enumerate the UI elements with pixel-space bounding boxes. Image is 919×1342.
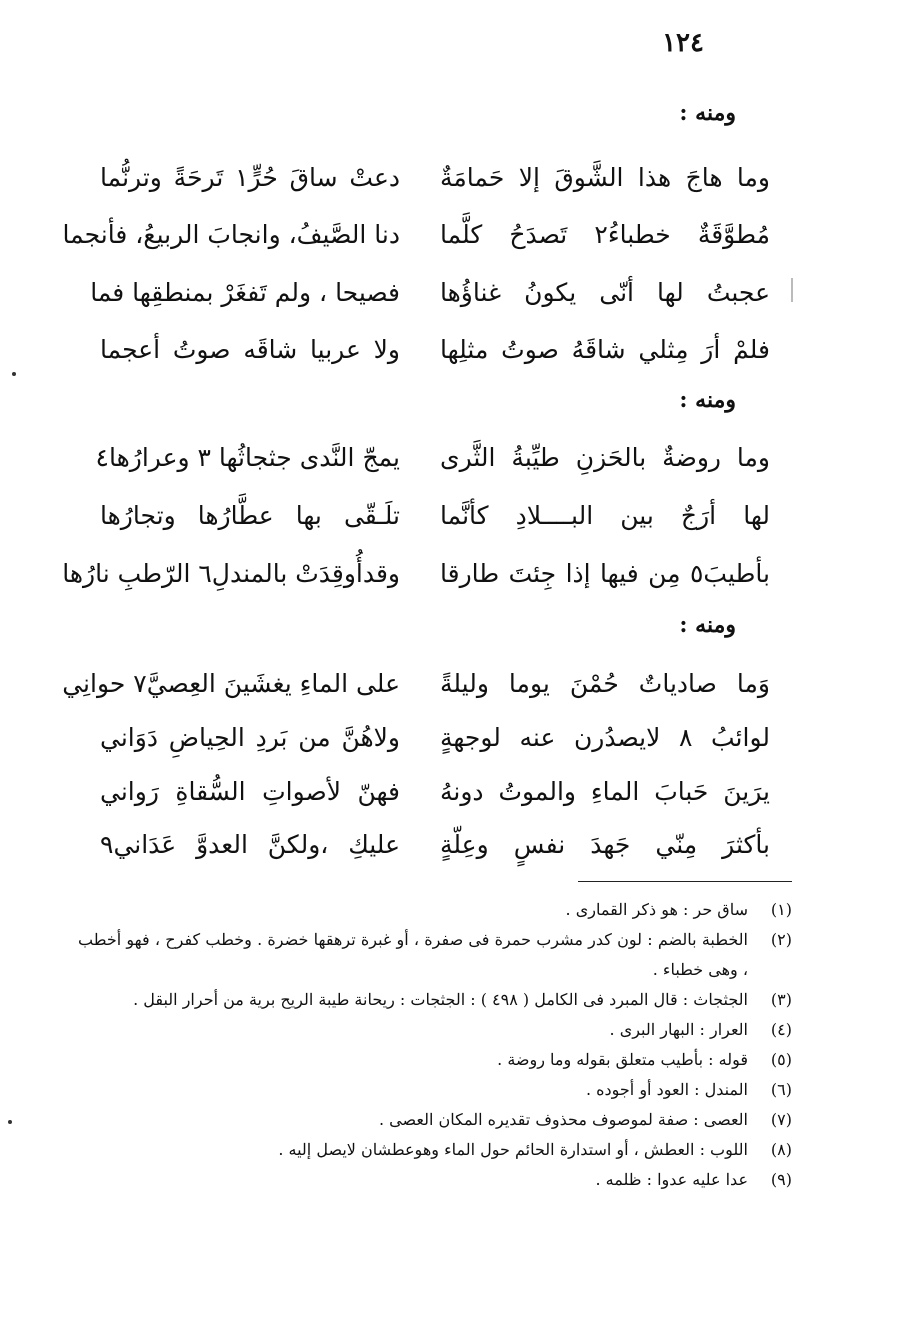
first-hemistich: وَما صادياتٌ حُمْنَ يوما وليلةً xyxy=(440,669,770,698)
second-hemistich: فصيحا ، ولم تَفغَرْ بمنطقِها فما xyxy=(90,278,400,307)
first-hemistich: وما هاجَ هذا الشَّوقَ إلا حَمامَةٌ xyxy=(440,163,770,192)
footnote-separator xyxy=(578,881,792,882)
first-hemistich: بأطيبَ٥ مِن فيها إذا جِئتَ طارقا xyxy=(440,559,770,588)
second-hemistich: ولا عربيا شاقَه صوتُ أعجما xyxy=(100,335,400,364)
first-hemistich: بأكثرَ مِنّي جَهدَ نفسٍ وعِلّةٍ xyxy=(440,830,770,859)
footnote-text: الجثجاث : قال المبرد فى الكامل ( ٤٩٨ ) : الجثجات : ريحانة طيبة الريح برية من أحرار البقل . xyxy=(133,990,748,1009)
verse-line xyxy=(62,664,770,704)
verse-line xyxy=(62,215,770,255)
first-hemistich: مُطوَّقَةٌ خطباءُ٢ تَصدَحُ كلَّما xyxy=(440,220,770,249)
footnote xyxy=(78,1105,792,1135)
second-hemistich: دعتْ ساقَ حُرٍّ١ تَرحَةً وترنُّما xyxy=(100,163,400,192)
footnote-number: (٥) xyxy=(770,1050,792,1069)
footnote xyxy=(78,1075,792,1105)
first-hemistich: فلمْ أرَ مِثلي شاقَهُ صوتُ مثلِها xyxy=(440,335,770,364)
footnote-number: (٤) xyxy=(770,1020,792,1039)
footnote-number: (٩) xyxy=(770,1170,792,1189)
second-hemistich: ولاهُنَّ من بَردِ الحِياضِ دَوَاني xyxy=(100,723,400,752)
verse-line xyxy=(100,772,770,812)
verse-line xyxy=(100,330,770,370)
footnote-number: (٢) xyxy=(770,930,792,949)
second-hemistich: تلَـقّى بها عطَّارُها وتجارُها xyxy=(100,501,400,530)
page-number: ١٢٤ xyxy=(662,28,704,58)
verse-line xyxy=(90,273,770,313)
second-hemistich: وقدأُوقِدَتْ بالمندلِ٦ الرّطبِ نارُها xyxy=(62,559,400,588)
verse-line xyxy=(100,158,770,198)
first-hemistich: عجبتُ لها أنّى يكونُ غناؤُها xyxy=(440,278,770,307)
footnotes xyxy=(78,895,792,1195)
scan-speck xyxy=(12,372,16,376)
verse-line xyxy=(100,825,770,865)
verse-line xyxy=(100,718,770,758)
scan-speck xyxy=(8,1120,12,1124)
footnote-number: (٧) xyxy=(770,1110,792,1129)
footnote-text: عدا عليه عدوا : ظلمه . xyxy=(595,1170,748,1189)
second-hemistich: فهنّ لأصواتِ السُّقاةِ رَواني xyxy=(100,777,400,806)
footnote xyxy=(78,1165,792,1195)
verse-line xyxy=(62,554,770,594)
footnote-number: (١) xyxy=(770,900,792,919)
footnote-text: قوله : بأطيب متعلق بقوله وما روضة . xyxy=(497,1050,748,1069)
footnote xyxy=(78,1045,792,1075)
footnote xyxy=(78,985,792,1015)
first-hemistich: يرَينَ حَبابَ الماءِ والموتُ دونهُ xyxy=(440,777,770,806)
footnote xyxy=(78,1135,792,1165)
section-label: ومنه : xyxy=(679,387,736,413)
second-hemistich: يمجّ النَّدى جثجاثُها ٣ وعرارُها٤ xyxy=(95,443,400,472)
footnote-text: المندل : العود أو أجوده . xyxy=(585,1080,748,1099)
footnote-text: الخطبة بالضم : لون كدر مشرب حمرة فى صفرة ، أو غبرة ترهقها خضرة . وخطب كفرح ، فهو أخطب ، وهى خطباء . xyxy=(78,930,748,979)
footnote-number: (٦) xyxy=(770,1080,792,1099)
footnote xyxy=(78,895,792,925)
first-hemistich: وما روضةٌ بالحَزنِ طيِّبةُ الثَّرى xyxy=(440,443,770,472)
footnote-text: ساق حر : هو ذكر القمارى . xyxy=(565,900,748,919)
second-hemistich: دنا الصَّيفُ، وانجابَ الربيعُ، فأنجما xyxy=(62,220,400,249)
footnote-number: (٣) xyxy=(770,990,792,1009)
section-label: ومنه : xyxy=(679,612,736,638)
footnote-text: العصى : صفة لموصوف محذوف تقديره المكان العصى . xyxy=(379,1110,748,1129)
first-hemistich: لوائبُ ٨ لايصدُرن عنه لوجهةٍ xyxy=(440,723,770,752)
verse-line xyxy=(100,496,770,536)
footnote xyxy=(78,1015,792,1045)
first-hemistich: لها أرَجٌ بين البــــلادِ كأنَّما xyxy=(440,501,770,530)
footnote-text: اللوب : العطش ، أو استدارة الحائم حول الماء وهوعطشان لايصل إليه . xyxy=(278,1140,748,1159)
footnote-number: (٨) xyxy=(770,1140,792,1159)
section-label: ومنه : xyxy=(679,100,736,126)
footnote-text: العرار : البهار البرى . xyxy=(609,1020,748,1039)
scan-mark xyxy=(791,278,793,302)
footnote xyxy=(78,925,792,985)
verse-line xyxy=(95,438,770,478)
second-hemistich: على الماءِ يغشَينَ العِصيَّ٧ حوانِي xyxy=(62,669,400,698)
second-hemistich: عليكِ ،ولكنَّ العدوَّ عَدَاني٩ xyxy=(100,830,400,859)
